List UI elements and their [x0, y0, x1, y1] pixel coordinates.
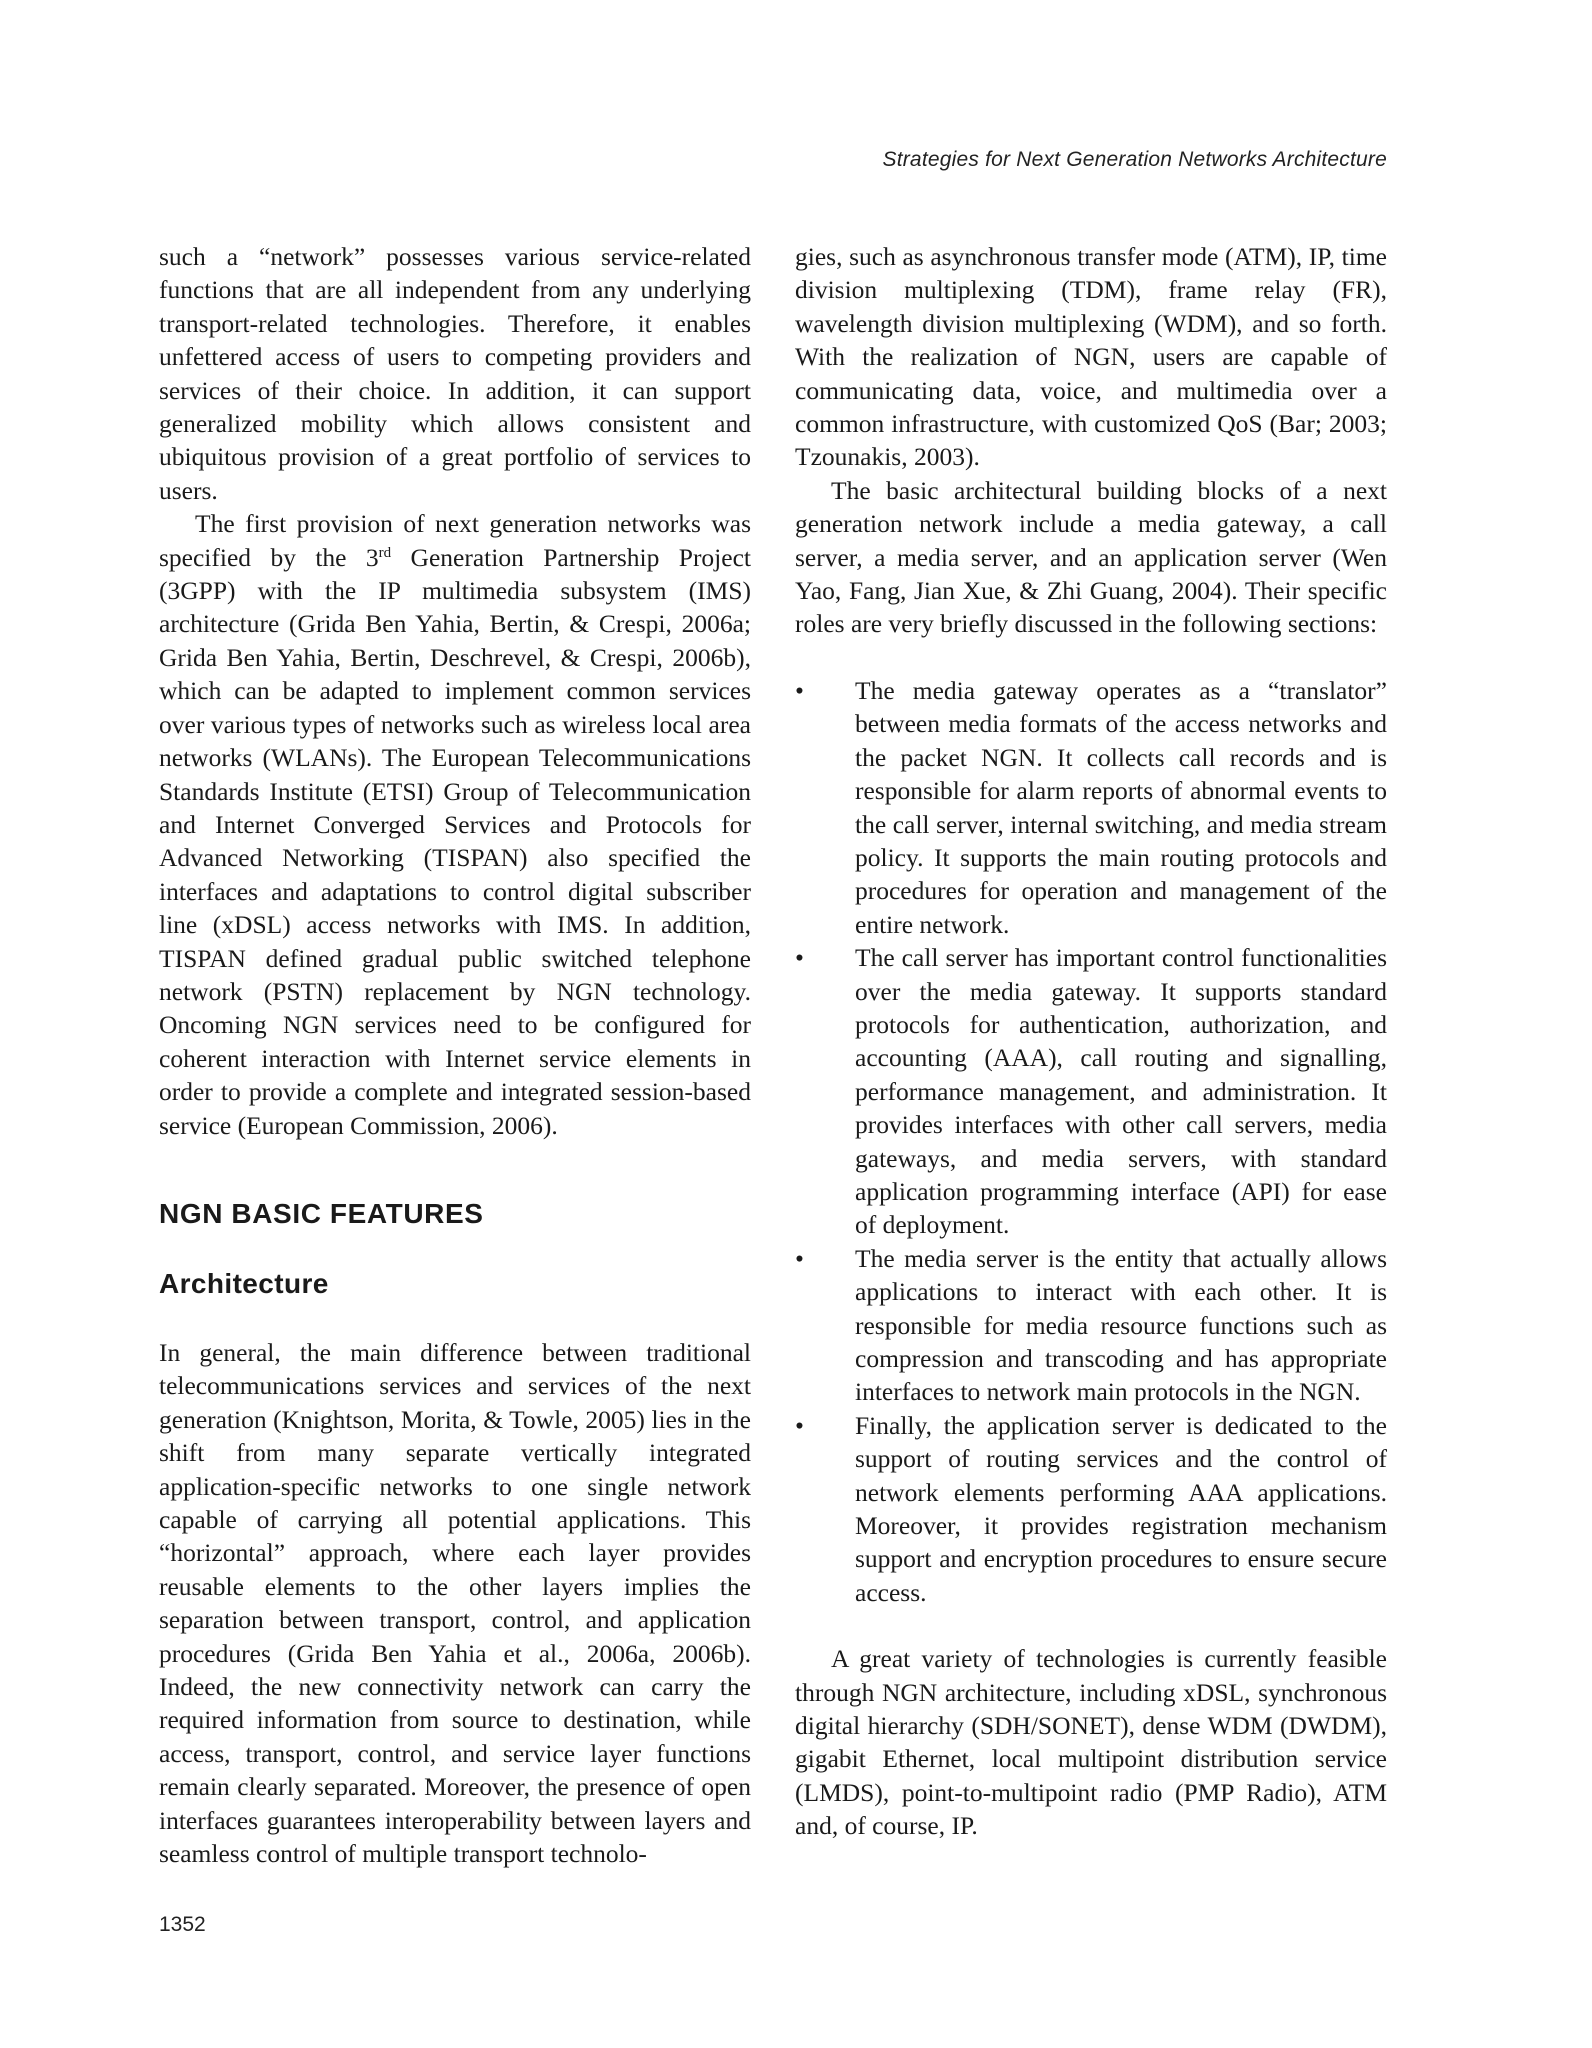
running-header: Strategies for Next Generation Networks Architecture: [882, 148, 1387, 171]
paragraph-first-provision-rest: Generation Partnership Project (3GPP) with the IP multimedia subsystem (IMS) architecture (Grida Ben Yahia, Bertin, & Crespi, 2006a; Grida Ben Yahia, Bertin, Deschrevel, & Crespi, 2006b), which can be adapted to implement common services over various types of networks such as wireless local area networks (WLANs). The European Telecommunications Standards Institute (ETSI) Group of Telecommunication and Internet Converged Services and Protocols for Advanced Networking (TISPAN) also specified the interfaces and adaptations to control digital subscriber line (xDSL) access networks with IMS. In addition, TISPAN defined gradual public switched telephone network (PSTN) replacement by NGN technology. Oncoming NGN services need to be configured for coherent interaction with Internet service elements in order to provide a complete and integrated session-based service (European Commission, 2006).: [159, 542, 751, 1140]
building-blocks-list: [795, 674, 1387, 1609]
subheading-architecture: Architecture: [159, 1267, 329, 1299]
list-item-application-server: [795, 1409, 1387, 1609]
list-item-text: Finally, the application server is dedicated to the support of routing services and the control of network elements performing AAA applications. Moreover, it provides registration mechanism support and encryption procedures to ensure secure access.: [855, 1410, 1387, 1607]
paragraph-first-provision: [159, 507, 751, 1142]
bullet-icon: •: [795, 1410, 804, 1440]
paragraph-technology-variety: A great variety of technologies is currently feasible through NGN architecture, including xDSL, synchronous digital hierarchy (SDH/SONET), dense WDM (DWDM), gigabit Ethernet, local multipoint distribution service (LMDS), point-to-multipoint radio (PMP Radio), ATM and, of course, IP.: [795, 1644, 1387, 1841]
section-heading-ngn-basic-features: NGN BASIC FEATURES: [159, 1197, 484, 1229]
bullet-icon: •: [795, 1243, 804, 1273]
bullet-icon: •: [795, 943, 804, 973]
list-item-text: The media gateway operates as a “translator” between media formats of the access networks and the packet NGN. It collects call records and is responsible for alarm reports of abnormal events to the call server, internal switching, and media stream policy. It supports the main routing protocols and procedures for operation and management of the entire network.: [855, 675, 1387, 939]
paragraph-first-provision-start: The first provision of next generation networks was specified by the 3: [159, 509, 751, 572]
list-item-media-server: [795, 1242, 1387, 1409]
right-column: [795, 240, 1387, 1843]
list-item-media-gateway: [795, 674, 1387, 941]
left-column: [159, 240, 751, 1870]
list-item-call-server: [795, 941, 1387, 1242]
bullet-icon: •: [795, 675, 804, 705]
list-item-text: The media server is the entity that actually allows applications to interact with each other. It is responsible for media resource functions such as compression and transcoding and has appropriate interfaces to network main protocols in the NGN.: [855, 1243, 1387, 1407]
page-number: 1352: [159, 1913, 206, 1936]
list-item-text: The call server has important control functionalities over the media gateway. It supports standard protocols for authentication, authorization, and accounting (AAA), call routing and signalling, performance management, and administration. It provides interfaces with other call servers, media gateways, and media servers, with standard application programming interface (API) for ease of deployment.: [855, 943, 1387, 1240]
paragraph-architecture: In general, the main difference between traditional telecommunications services and services of the next generation (Knightson, Morita, & Towle, 2005) lies in the shift from many separate vertically integrated application-specific networks to one single network capable of carrying all potential applications. This “horizontal” approach, where each layer provides reusable elements to the other layers implies the separation between transport, control, and application procedures (Grida Ben Yahia et al., 2006a, 2006b). Indeed, the new connectivity network can carry the required information from source to destination, while access, transport, control, and service layer functions remain clearly separated. Moreover, the presence of open interfaces guarantees interoperability between layers and seamless control of multiple transport technolo-: [159, 1337, 751, 1869]
paragraph-technologies-continued: gies, such as asynchronous transfer mode (ATM), IP, time division multiplexing (TDM), frame relay (FR), wavelength division multiplexing (WDM), and so forth. With the realization of NGN, users are capable of communicating data, voice, and multimedia over a common infrastructure, with customized QoS (Bar; 2003; Tzounakis, 2003).: [795, 242, 1387, 472]
paragraph-building-blocks: The basic architectural building blocks of a next generation network include a media gateway, a call server, a media server, and an application server (Wen Yao, Fang, Jian Xue, & Zhi Guang, 2004). Their specific roles are very briefly discussed in the following sections:: [795, 475, 1387, 639]
ordinal-superscript: rd: [378, 544, 392, 561]
paragraph-intro-continued: such a “network” possesses various service-related functions that are all independent from any underlying transport-related technologies. Therefore, it enables unfettered access of users to competing providers and services of their choice. In addition, it can support generalized mobility which allows consistent and ubiquitous provision of a great portfolio of services to users.: [159, 242, 751, 505]
